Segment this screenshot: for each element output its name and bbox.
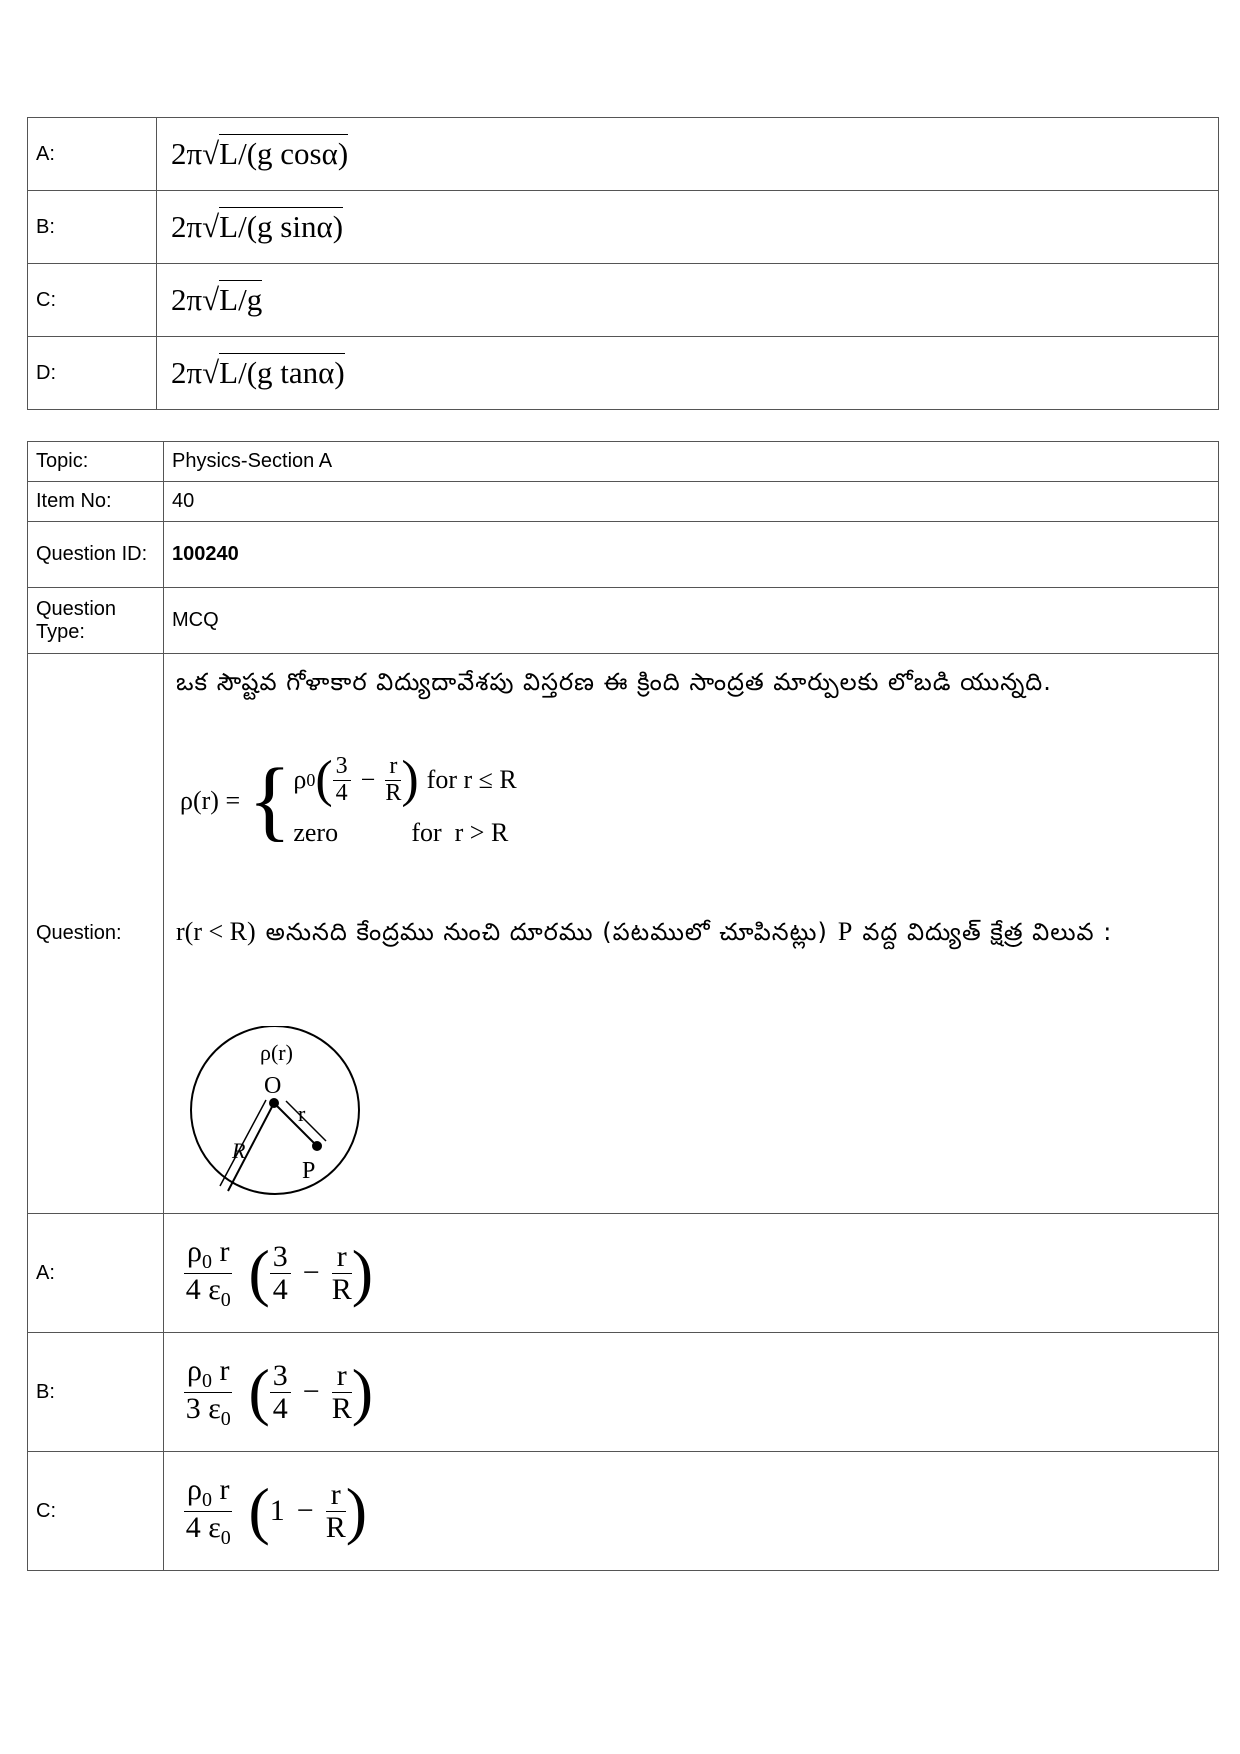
density-formula	[180, 751, 517, 850]
rho-subscript: 0	[201, 1250, 212, 1273]
one: 1	[269, 1494, 285, 1527]
option-label: A:	[28, 118, 157, 191]
frac-denominator: 4	[272, 1272, 288, 1306]
option-label: A:	[28, 1214, 164, 1333]
frac-denominator: R	[331, 1391, 352, 1425]
topic-label: Topic:	[28, 442, 164, 482]
point-p: P	[837, 917, 853, 946]
question-id-label: Question ID:	[28, 522, 164, 588]
question-label: Question:	[28, 654, 164, 1214]
meta-row-topic	[28, 442, 1219, 482]
question-line2-text-end: వద్ద విద్యుత్ క్షేత్ర విలువ :	[862, 918, 1113, 946]
paren-left: (	[248, 1475, 270, 1546]
question-row	[28, 654, 1219, 1214]
option-row	[28, 1452, 1219, 1571]
r-symbol: r	[211, 1353, 230, 1387]
case1-condition: for r ≤ R	[426, 765, 517, 794]
frac-numerator: 3	[333, 754, 351, 780]
rho-symbol: ρ	[187, 1353, 202, 1387]
rho-subscript: 0	[201, 1369, 212, 1392]
rho-symbol: ρ	[187, 1472, 202, 1506]
radicand: L/(g tanα)	[219, 355, 345, 390]
formula-prefix: 2π	[171, 209, 203, 244]
formula-prefix: 2π	[171, 355, 203, 390]
option-formula	[164, 1214, 1219, 1333]
item-no-value: 40	[164, 482, 1219, 522]
question-type-label: Question Type:	[28, 588, 164, 654]
option-label: B:	[28, 191, 157, 264]
rho0-subscript: 0	[306, 769, 316, 790]
minus-sign: −	[302, 1256, 320, 1289]
formula-prefix: 2π	[171, 282, 203, 317]
paren-left: (	[248, 1237, 270, 1308]
case2-value: zero	[293, 818, 339, 847]
option-formula	[164, 1452, 1219, 1571]
frac-numerator: r	[326, 1479, 346, 1512]
rho0-symbol: ρ	[293, 765, 307, 794]
previous-options-table	[27, 117, 1219, 410]
option-formula	[157, 337, 1219, 410]
r-symbol: r	[211, 1472, 230, 1506]
option-formula	[157, 191, 1219, 264]
question-body	[164, 654, 1219, 1214]
radicand: L/(g cosα)	[219, 136, 349, 171]
option-row	[28, 191, 1219, 264]
paren-right: )	[351, 1356, 374, 1427]
topic-value: Physics-Section A	[164, 442, 1219, 482]
option-label: C:	[28, 1452, 164, 1571]
frac-numerator: r	[385, 754, 401, 780]
paren-right: )	[351, 1237, 374, 1308]
question-line2	[176, 917, 1112, 952]
sphere-diagram	[176, 1026, 376, 1196]
frac-denominator: 4	[335, 779, 348, 806]
question-id-value: 100240	[164, 522, 1219, 588]
paren-right: )	[401, 751, 419, 808]
rho-lhs: ρ(r) =	[180, 786, 241, 815]
frac-denominator: 4	[272, 1391, 288, 1425]
item-no-label: Item No:	[28, 482, 164, 522]
p-label: P	[302, 1158, 316, 1184]
option-row	[28, 118, 1219, 191]
frac-numerator: 3	[270, 1241, 291, 1274]
option-formula	[164, 1333, 1219, 1452]
case2-condition: for r > R	[411, 818, 509, 847]
center-point-o	[269, 1098, 279, 1108]
rho-symbol: ρ	[187, 1234, 202, 1268]
epsilon-subscript: 0	[220, 1526, 231, 1549]
rho-label: ρ(r)	[260, 1040, 293, 1065]
denominator: 4 ε	[185, 1272, 221, 1306]
R-label: R	[232, 1138, 246, 1163]
option-row	[28, 337, 1219, 410]
sqrt-sign: √L/(g cosα)	[202, 136, 349, 171]
r-condition: r(r < R)	[176, 917, 256, 946]
denominator: 4 ε	[185, 1510, 221, 1544]
epsilon-subscript: 0	[220, 1288, 231, 1311]
frac-numerator: r	[332, 1360, 352, 1393]
minus-sign: −	[360, 765, 376, 794]
question-line2-text: అనునది కేంద్రము నుంచి దూరము (పటములో చూపినట్లు)	[265, 918, 828, 946]
frac-denominator: R	[385, 779, 402, 806]
left-brace: {	[248, 751, 292, 850]
meta-row-qid	[28, 522, 1219, 588]
frac-numerator: r	[332, 1241, 352, 1274]
question-table	[27, 441, 1219, 1571]
paren-left: (	[315, 751, 333, 808]
formula-prefix: 2π	[171, 136, 203, 171]
meta-row-item	[28, 482, 1219, 522]
paren-right: )	[345, 1475, 368, 1546]
o-label: O	[264, 1073, 282, 1099]
radicand: L/(g sinα)	[219, 209, 344, 244]
frac-denominator: R	[331, 1272, 352, 1306]
meta-row-qtype	[28, 588, 1219, 654]
r-label: r	[298, 1101, 306, 1126]
option-label: D:	[28, 337, 157, 410]
epsilon-subscript: 0	[220, 1407, 231, 1430]
rho-subscript: 0	[201, 1488, 212, 1511]
option-label: C:	[28, 264, 157, 337]
sqrt-sign: √L/g	[202, 282, 263, 317]
sqrt-sign: √L/(g tanα)	[202, 355, 345, 390]
frac-numerator: 3	[270, 1360, 291, 1393]
minus-sign: −	[296, 1494, 314, 1527]
minus-sign: −	[302, 1375, 320, 1408]
option-formula	[157, 118, 1219, 191]
option-label: B:	[28, 1333, 164, 1452]
sqrt-sign: √L/(g sinα)	[202, 209, 344, 244]
option-formula	[157, 264, 1219, 337]
option-row	[28, 264, 1219, 337]
point-p-dot	[312, 1141, 322, 1151]
frac-denominator: R	[325, 1510, 346, 1544]
option-row	[28, 1333, 1219, 1452]
radicand: L/g	[219, 282, 263, 317]
denominator: 3 ε	[185, 1391, 221, 1425]
r-symbol: r	[211, 1234, 230, 1268]
question-intro-text: ఒక సౌష్టవ గోళాకార విద్యుదావేశపు విస్తరణ ఈ క్రింది సాంద్రత మార్పులకు లోబడి యున్నది.	[176, 668, 1052, 696]
option-row	[28, 1214, 1219, 1333]
question-type-value: MCQ	[164, 588, 1219, 654]
paren-left: (	[248, 1356, 270, 1427]
